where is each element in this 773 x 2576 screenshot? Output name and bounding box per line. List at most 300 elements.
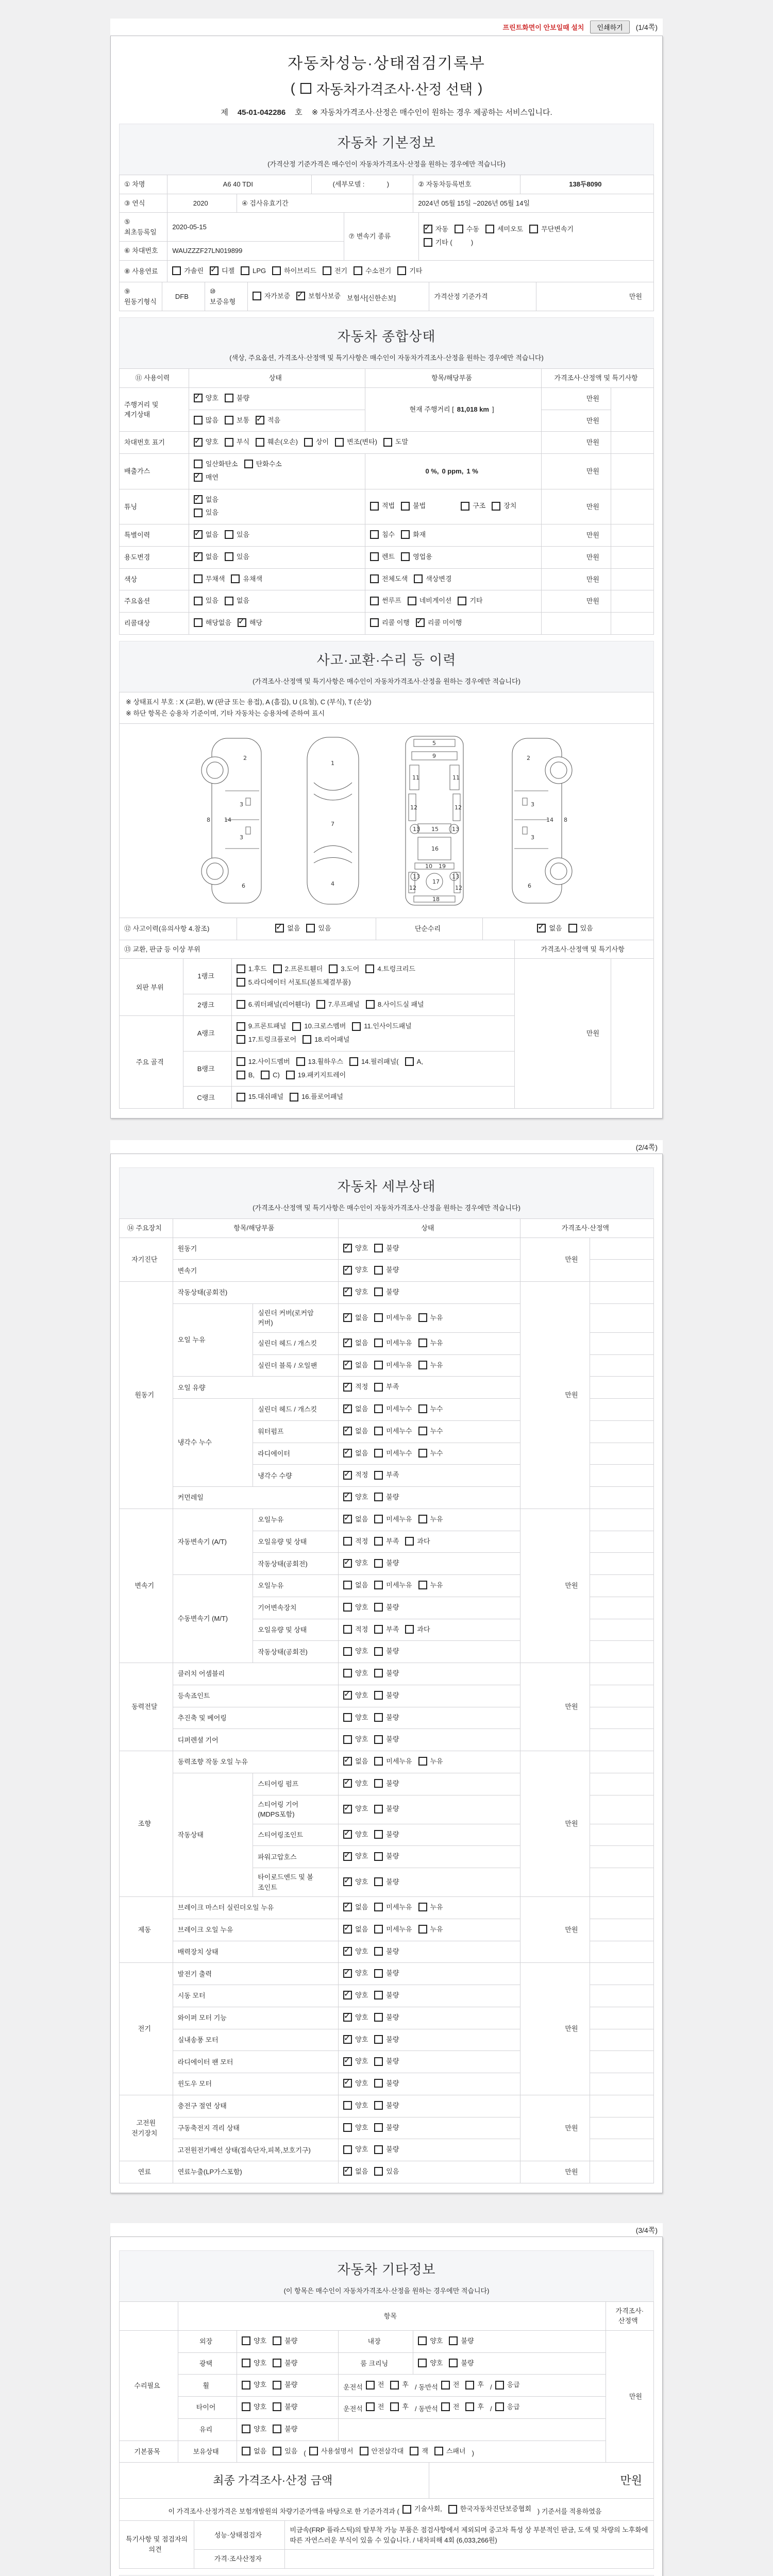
checked-checkbox-icon[interactable]	[343, 1449, 352, 1458]
checked-checkbox-icon[interactable]	[343, 2013, 352, 2022]
checkbox-item[interactable]	[390, 2402, 409, 2412]
checked-checkbox-icon[interactable]	[343, 1903, 352, 1911]
checkbox-item[interactable]	[370, 501, 395, 511]
unchecked-checkbox-icon[interactable]	[237, 1071, 245, 1079]
unchecked-checkbox-icon[interactable]	[316, 1000, 325, 1009]
checkbox-item[interactable]	[434, 2446, 466, 2456]
unchecked-checkbox-icon[interactable]	[374, 1559, 383, 1568]
unchecked-checkbox-icon[interactable]	[343, 1581, 352, 1589]
checkbox-item[interactable]	[418, 1404, 443, 1414]
unchecked-checkbox-icon[interactable]	[194, 509, 203, 517]
unchecked-checkbox-icon[interactable]	[374, 1581, 383, 1589]
unchecked-checkbox-icon[interactable]	[290, 1093, 298, 1101]
checked-checkbox-icon[interactable]	[194, 552, 203, 561]
unchecked-checkbox-icon[interactable]	[401, 502, 410, 511]
checkbox-item[interactable]	[343, 1829, 368, 1840]
checkbox-item[interactable]	[343, 1404, 368, 1414]
checkbox-item[interactable]	[441, 2380, 460, 2390]
unchecked-checkbox-icon[interactable]	[343, 1735, 352, 1744]
checked-checkbox-icon[interactable]	[343, 1830, 352, 1839]
unchecked-checkbox-icon[interactable]	[309, 2447, 318, 2455]
checkbox-item[interactable]	[343, 1924, 368, 1935]
checkbox-item[interactable]	[374, 1668, 399, 1679]
checkbox-item[interactable]	[352, 1021, 411, 1031]
unchecked-checkbox-icon[interactable]	[374, 1852, 383, 1861]
checked-checkbox-icon[interactable]	[275, 924, 284, 933]
checkbox-item[interactable]	[343, 1804, 368, 1814]
unchecked-checkbox-icon[interactable]	[465, 2381, 474, 2389]
checkbox-item[interactable]	[374, 2100, 399, 2111]
unchecked-checkbox-icon[interactable]	[374, 1947, 383, 1956]
unchecked-checkbox-icon[interactable]	[296, 1057, 305, 1066]
unchecked-checkbox-icon[interactable]	[256, 438, 264, 447]
checkbox-item[interactable]	[374, 1382, 399, 1392]
checkbox-item[interactable]	[296, 291, 341, 301]
print-install-link[interactable]: 프린트화면이 안보일때 설치	[502, 24, 584, 31]
checkbox-item[interactable]	[374, 1690, 399, 1701]
checkbox-item[interactable]	[343, 1713, 368, 1723]
checkbox-item[interactable]	[374, 2078, 399, 2089]
checkbox-item[interactable]	[343, 1580, 368, 1590]
unchecked-checkbox-icon[interactable]	[303, 1035, 311, 1044]
checkbox-item[interactable]	[343, 1426, 368, 1436]
unchecked-checkbox-icon[interactable]	[568, 924, 577, 933]
checked-checkbox-icon[interactable]	[343, 2079, 352, 2088]
unchecked-checkbox-icon[interactable]	[237, 1000, 245, 1009]
checkbox-item[interactable]	[343, 2035, 368, 2045]
checkbox-item[interactable]	[418, 1756, 443, 1767]
checkbox-item[interactable]	[194, 437, 219, 447]
checkbox-item[interactable]	[343, 1536, 368, 1547]
checkbox-item[interactable]	[370, 618, 410, 628]
checkbox-item[interactable]	[374, 1426, 412, 1436]
checked-checkbox-icon[interactable]	[416, 618, 425, 627]
checkbox-item[interactable]	[343, 1287, 368, 1297]
checked-checkbox-icon[interactable]	[194, 530, 203, 539]
checkbox-item[interactable]	[272, 266, 316, 276]
checkbox-item[interactable]	[231, 574, 262, 584]
checked-checkbox-icon[interactable]	[194, 394, 203, 402]
checkbox-item[interactable]	[374, 1990, 399, 2001]
checkbox-item[interactable]	[418, 1448, 443, 1459]
unchecked-checkbox-icon[interactable]	[370, 530, 379, 539]
checkbox-item[interactable]	[374, 1829, 399, 1840]
checkbox-item[interactable]	[418, 1360, 443, 1370]
unchecked-checkbox-icon[interactable]	[374, 2123, 383, 2132]
checkbox-item[interactable]	[366, 2402, 384, 2412]
checkbox-item[interactable]	[492, 501, 516, 511]
checked-checkbox-icon[interactable]	[343, 1383, 352, 1392]
unchecked-checkbox-icon[interactable]	[370, 552, 379, 561]
unchecked-checkbox-icon[interactable]	[273, 2425, 281, 2433]
checkbox-item[interactable]	[343, 1360, 368, 1370]
unchecked-checkbox-icon[interactable]	[273, 964, 282, 973]
checkbox-item[interactable]	[237, 977, 351, 988]
checkbox-item[interactable]	[343, 2100, 368, 2111]
unchecked-checkbox-icon[interactable]	[374, 1779, 383, 1788]
checkbox-item[interactable]	[343, 1470, 368, 1480]
checkbox-item[interactable]	[370, 552, 395, 562]
unchecked-checkbox-icon[interactable]	[374, 1991, 383, 1999]
checkbox-item[interactable]	[194, 596, 219, 606]
checkbox-item[interactable]	[366, 999, 424, 1010]
unchecked-checkbox-icon[interactable]	[343, 1669, 352, 1677]
checked-checkbox-icon[interactable]	[343, 1493, 352, 1501]
checkbox-item[interactable]	[253, 291, 290, 301]
checkbox-item[interactable]	[418, 1313, 443, 1323]
checkbox-item[interactable]	[343, 2144, 368, 2155]
unchecked-checkbox-icon[interactable]	[495, 2402, 504, 2411]
checked-checkbox-icon[interactable]	[343, 1852, 352, 1861]
unchecked-checkbox-icon[interactable]	[374, 1903, 383, 1911]
checkbox-item[interactable]	[343, 1902, 368, 1912]
checked-checkbox-icon[interactable]	[194, 495, 203, 504]
checkbox-item[interactable]	[242, 2380, 266, 2390]
checkbox-item[interactable]	[374, 1877, 399, 1887]
checkbox-item[interactable]	[449, 2358, 474, 2368]
checkbox-item[interactable]	[374, 1470, 399, 1480]
unchecked-checkbox-icon[interactable]	[172, 266, 181, 275]
unchecked-checkbox-icon[interactable]	[434, 2447, 443, 2455]
checkbox-item[interactable]	[343, 2056, 368, 2066]
checked-checkbox-icon[interactable]	[210, 266, 219, 275]
checked-checkbox-icon[interactable]	[343, 1471, 352, 1480]
checkbox-item[interactable]	[455, 224, 479, 234]
unchecked-checkbox-icon[interactable]	[461, 502, 469, 511]
unchecked-checkbox-icon[interactable]	[242, 2425, 250, 2433]
checkbox-item[interactable]	[225, 415, 249, 426]
checkbox-item[interactable]	[343, 1734, 368, 1744]
checkbox-item[interactable]	[172, 266, 204, 276]
unchecked-checkbox-icon[interactable]	[374, 2167, 383, 2176]
unchecked-checkbox-icon[interactable]	[495, 2381, 504, 2389]
checkbox-item[interactable]	[397, 266, 422, 276]
unchecked-checkbox-icon[interactable]	[374, 1830, 383, 1839]
checkbox-item[interactable]	[461, 501, 485, 511]
unchecked-checkbox-icon[interactable]	[374, 1537, 383, 1546]
unchecked-checkbox-icon[interactable]	[418, 1338, 427, 1347]
unchecked-checkbox-icon[interactable]	[194, 597, 203, 605]
unchecked-checkbox-icon[interactable]	[304, 438, 313, 447]
checkbox-item[interactable]	[273, 964, 323, 974]
checkbox-item[interactable]	[343, 1877, 368, 1887]
checkbox-item[interactable]	[408, 596, 452, 606]
unchecked-checkbox-icon[interactable]	[449, 2359, 458, 2367]
checkbox-item[interactable]	[343, 1558, 368, 1568]
unchecked-checkbox-icon[interactable]	[455, 225, 463, 233]
checkbox-item[interactable]	[374, 1778, 399, 1789]
unchecked-checkbox-icon[interactable]	[370, 618, 379, 627]
unchecked-checkbox-icon[interactable]	[374, 1669, 383, 1677]
checkbox-item[interactable]	[343, 1265, 368, 1275]
checkbox-item[interactable]	[495, 2402, 520, 2412]
checkbox-item[interactable]	[237, 964, 267, 974]
checkbox-item[interactable]	[529, 224, 574, 234]
checkbox-item[interactable]	[242, 2424, 266, 2434]
checkbox-item[interactable]	[374, 1404, 412, 1414]
checkbox-item[interactable]	[568, 923, 593, 934]
unchecked-checkbox-icon[interactable]	[374, 1647, 383, 1656]
unchecked-checkbox-icon[interactable]	[374, 1287, 383, 1296]
checkbox-item[interactable]	[418, 1338, 443, 1348]
checkbox-item[interactable]	[343, 1338, 368, 1348]
checked-checkbox-icon[interactable]	[424, 225, 432, 233]
checkbox-item[interactable]	[256, 415, 280, 426]
price-survey-checkbox-icon[interactable]	[300, 83, 311, 94]
checkbox-item[interactable]	[225, 393, 249, 403]
checkbox-item[interactable]	[194, 507, 219, 518]
unchecked-checkbox-icon[interactable]	[231, 574, 240, 583]
checkbox-item[interactable]	[343, 1448, 368, 1459]
checkbox-item[interactable]	[194, 393, 219, 403]
unchecked-checkbox-icon[interactable]	[401, 530, 410, 539]
unchecked-checkbox-icon[interactable]	[418, 1515, 427, 1523]
unchecked-checkbox-icon[interactable]	[365, 964, 374, 973]
checkbox-item[interactable]	[374, 1448, 412, 1459]
unchecked-checkbox-icon[interactable]	[374, 2079, 383, 2088]
checkbox-item[interactable]	[405, 1057, 423, 1067]
checkbox-item[interactable]	[244, 459, 282, 469]
unchecked-checkbox-icon[interactable]	[383, 438, 392, 447]
unchecked-checkbox-icon[interactable]	[273, 2447, 281, 2455]
checkbox-item[interactable]	[405, 1536, 430, 1547]
checkbox-item[interactable]	[194, 415, 219, 426]
checkbox-item[interactable]	[366, 2380, 384, 2390]
unchecked-checkbox-icon[interactable]	[343, 1603, 352, 1612]
checkbox-item[interactable]	[374, 1243, 399, 1253]
unchecked-checkbox-icon[interactable]	[273, 2402, 281, 2411]
checkbox-item[interactable]	[418, 1514, 443, 1524]
checkbox-item[interactable]	[374, 1602, 399, 1613]
checkbox-item[interactable]	[370, 530, 395, 540]
unchecked-checkbox-icon[interactable]	[441, 2402, 450, 2411]
checkbox-item[interactable]	[441, 2402, 460, 2412]
unchecked-checkbox-icon[interactable]	[225, 438, 233, 447]
unchecked-checkbox-icon[interactable]	[370, 502, 379, 511]
checked-checkbox-icon[interactable]	[343, 1991, 352, 1999]
checkbox-item[interactable]	[343, 1602, 368, 1613]
checkbox-item[interactable]	[343, 1313, 368, 1323]
unchecked-checkbox-icon[interactable]	[374, 1713, 383, 1722]
checkbox-item[interactable]	[495, 2380, 520, 2390]
checkbox-item[interactable]	[374, 1313, 412, 1323]
checkbox-item[interactable]	[273, 2446, 297, 2456]
checkbox-item[interactable]	[304, 437, 329, 447]
checkbox-item[interactable]	[374, 1646, 399, 1656]
checked-checkbox-icon[interactable]	[343, 1313, 352, 1322]
checkbox-item[interactable]	[416, 618, 462, 628]
checkbox-item[interactable]	[237, 1092, 283, 1102]
checkbox-item[interactable]	[237, 999, 310, 1010]
unchecked-checkbox-icon[interactable]	[410, 2447, 418, 2455]
checkbox-item[interactable]	[343, 2078, 368, 2089]
unchecked-checkbox-icon[interactable]	[374, 1877, 383, 1886]
unchecked-checkbox-icon[interactable]	[225, 597, 233, 605]
checkbox-item[interactable]	[343, 1990, 368, 2001]
unchecked-checkbox-icon[interactable]	[237, 1022, 245, 1031]
checkbox-item[interactable]	[383, 437, 408, 447]
checkbox-item[interactable]	[418, 1426, 443, 1436]
checkbox-item[interactable]	[374, 1265, 399, 1275]
checkbox-item[interactable]	[424, 224, 448, 234]
unchecked-checkbox-icon[interactable]	[343, 1625, 352, 1634]
unchecked-checkbox-icon[interactable]	[225, 552, 233, 561]
checkbox-item[interactable]	[414, 574, 451, 584]
checkbox-item[interactable]	[237, 1035, 296, 1045]
checkbox-item[interactable]	[374, 2056, 399, 2066]
unchecked-checkbox-icon[interactable]	[397, 266, 406, 275]
checked-checkbox-icon[interactable]	[343, 2057, 352, 2066]
checkbox-item[interactable]	[210, 266, 234, 276]
checkbox-item[interactable]	[401, 501, 426, 511]
unchecked-checkbox-icon[interactable]	[374, 1493, 383, 1501]
checkbox-item[interactable]	[374, 1536, 399, 1547]
unchecked-checkbox-icon[interactable]	[374, 2057, 383, 2066]
unchecked-checkbox-icon[interactable]	[242, 2336, 250, 2345]
unchecked-checkbox-icon[interactable]	[390, 2402, 399, 2411]
unchecked-checkbox-icon[interactable]	[292, 1022, 301, 1031]
checkbox-item[interactable]	[343, 1668, 368, 1679]
checked-checkbox-icon[interactable]	[343, 1266, 352, 1275]
checkbox-item[interactable]	[424, 238, 474, 248]
unchecked-checkbox-icon[interactable]	[374, 2101, 383, 2110]
checked-checkbox-icon[interactable]	[343, 1559, 352, 1568]
unchecked-checkbox-icon[interactable]	[237, 1057, 245, 1066]
unchecked-checkbox-icon[interactable]	[366, 2402, 375, 2411]
unchecked-checkbox-icon[interactable]	[401, 552, 410, 561]
checkbox-item[interactable]	[194, 574, 225, 584]
unchecked-checkbox-icon[interactable]	[349, 1057, 358, 1066]
unchecked-checkbox-icon[interactable]	[448, 2505, 457, 2514]
checkbox-item[interactable]	[401, 530, 426, 540]
unchecked-checkbox-icon[interactable]	[418, 1404, 427, 1413]
checkbox-item[interactable]	[374, 1360, 412, 1370]
checkbox-item[interactable]	[303, 1035, 349, 1045]
unchecked-checkbox-icon[interactable]	[492, 502, 500, 511]
unchecked-checkbox-icon[interactable]	[343, 1647, 352, 1656]
checkbox-item[interactable]	[374, 1902, 412, 1912]
checkbox-item[interactable]	[402, 2504, 442, 2514]
checkbox-item[interactable]	[374, 1946, 399, 1957]
checkbox-item[interactable]	[241, 266, 266, 276]
checkbox-item[interactable]	[316, 999, 360, 1010]
checkbox-item[interactable]	[273, 2380, 297, 2390]
unchecked-checkbox-icon[interactable]	[343, 2145, 352, 2154]
unchecked-checkbox-icon[interactable]	[418, 1903, 427, 1911]
unchecked-checkbox-icon[interactable]	[374, 1338, 383, 1347]
unchecked-checkbox-icon[interactable]	[418, 1449, 427, 1458]
checkbox-item[interactable]	[374, 1734, 399, 1744]
checked-checkbox-icon[interactable]	[343, 1427, 352, 1435]
unchecked-checkbox-icon[interactable]	[241, 266, 249, 275]
checkbox-item[interactable]	[365, 964, 415, 974]
unchecked-checkbox-icon[interactable]	[374, 2145, 383, 2154]
unchecked-checkbox-icon[interactable]	[343, 1713, 352, 1722]
unchecked-checkbox-icon[interactable]	[329, 964, 338, 973]
unchecked-checkbox-icon[interactable]	[225, 394, 233, 402]
checkbox-item[interactable]	[343, 1243, 368, 1253]
checkbox-item[interactable]	[343, 1778, 368, 1789]
unchecked-checkbox-icon[interactable]	[418, 2359, 427, 2367]
checkbox-item[interactable]	[225, 437, 249, 447]
checkbox-item[interactable]	[374, 2144, 399, 2155]
checkbox-item[interactable]	[360, 2446, 404, 2456]
checkbox-item[interactable]	[329, 964, 359, 974]
unchecked-checkbox-icon[interactable]	[261, 1071, 270, 1079]
unchecked-checkbox-icon[interactable]	[343, 2123, 352, 2132]
unchecked-checkbox-icon[interactable]	[449, 2336, 458, 2345]
unchecked-checkbox-icon[interactable]	[370, 597, 379, 605]
checkbox-item[interactable]	[485, 224, 523, 234]
unchecked-checkbox-icon[interactable]	[273, 2359, 281, 2367]
checked-checkbox-icon[interactable]	[343, 1404, 352, 1413]
unchecked-checkbox-icon[interactable]	[374, 1313, 383, 1322]
checkbox-item[interactable]	[374, 1968, 399, 1978]
checkbox-item[interactable]	[343, 1646, 368, 1656]
unchecked-checkbox-icon[interactable]	[374, 1471, 383, 1480]
checkbox-item[interactable]	[194, 472, 219, 483]
checkbox-item[interactable]	[273, 2402, 297, 2412]
checkbox-item[interactable]	[296, 1057, 343, 1067]
checkbox-item[interactable]	[448, 2504, 531, 2514]
checkbox-item[interactable]	[465, 2380, 484, 2390]
checked-checkbox-icon[interactable]	[194, 473, 203, 482]
checkbox-item[interactable]	[458, 596, 482, 606]
unchecked-checkbox-icon[interactable]	[374, 1427, 383, 1435]
checked-checkbox-icon[interactable]	[343, 1779, 352, 1788]
checkbox-item[interactable]	[343, 2166, 368, 2177]
checkbox-item[interactable]	[374, 1514, 412, 1524]
unchecked-checkbox-icon[interactable]	[405, 1537, 414, 1546]
unchecked-checkbox-icon[interactable]	[194, 574, 203, 583]
checkbox-item[interactable]	[238, 618, 262, 628]
unchecked-checkbox-icon[interactable]	[458, 597, 466, 605]
unchecked-checkbox-icon[interactable]	[352, 1022, 361, 1031]
unchecked-checkbox-icon[interactable]	[405, 1057, 414, 1066]
checked-checkbox-icon[interactable]	[343, 2035, 352, 2044]
checked-checkbox-icon[interactable]	[343, 1515, 352, 1523]
unchecked-checkbox-icon[interactable]	[360, 2447, 368, 2455]
checked-checkbox-icon[interactable]	[537, 924, 546, 933]
checkbox-item[interactable]	[225, 552, 249, 562]
unchecked-checkbox-icon[interactable]	[237, 1035, 245, 1044]
checkbox-item[interactable]	[225, 530, 249, 540]
unchecked-checkbox-icon[interactable]	[374, 1449, 383, 1458]
checkbox-item[interactable]	[343, 1492, 368, 1502]
unchecked-checkbox-icon[interactable]	[418, 1581, 427, 1589]
unchecked-checkbox-icon[interactable]	[374, 1735, 383, 1744]
unchecked-checkbox-icon[interactable]	[370, 574, 379, 583]
checkbox-item[interactable]	[410, 2446, 428, 2456]
unchecked-checkbox-icon[interactable]	[194, 460, 203, 468]
checkbox-item[interactable]	[374, 1804, 399, 1814]
unchecked-checkbox-icon[interactable]	[374, 1691, 383, 1700]
unchecked-checkbox-icon[interactable]	[374, 1925, 383, 1934]
checkbox-item[interactable]	[370, 596, 401, 606]
checked-checkbox-icon[interactable]	[343, 1947, 352, 1956]
checkbox-item[interactable]	[286, 1070, 346, 1080]
unchecked-checkbox-icon[interactable]	[374, 1805, 383, 1814]
checkbox-item[interactable]	[418, 1580, 443, 1590]
checkbox-item[interactable]	[343, 1624, 368, 1635]
unchecked-checkbox-icon[interactable]	[529, 225, 538, 233]
unchecked-checkbox-icon[interactable]	[374, 1515, 383, 1523]
checkbox-item[interactable]	[374, 1338, 412, 1348]
checkbox-item[interactable]	[225, 596, 249, 606]
unchecked-checkbox-icon[interactable]	[273, 2381, 281, 2389]
checkbox-item[interactable]	[309, 2446, 354, 2456]
checked-checkbox-icon[interactable]	[343, 1877, 352, 1886]
